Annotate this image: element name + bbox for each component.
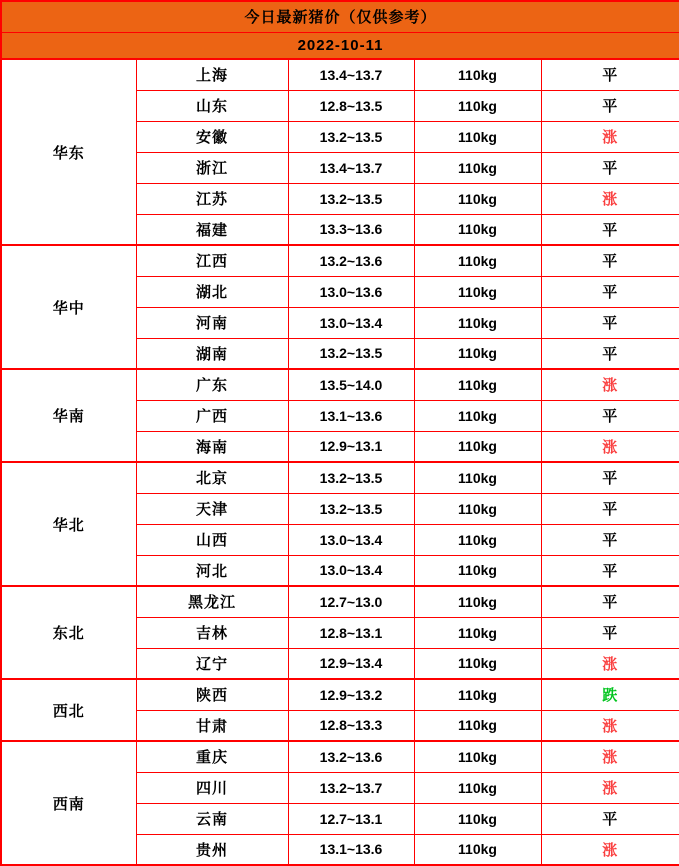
price-cell: 13.2~13.5: [288, 493, 414, 524]
title-row: [1, 1, 679, 32]
province-cell: 安徽: [136, 121, 288, 152]
table-row: [1, 679, 679, 710]
status-cell: 平: [541, 617, 679, 648]
weight-cell: 110kg: [414, 59, 541, 90]
province-cell: 河北: [136, 555, 288, 586]
province-cell: 吉林: [136, 617, 288, 648]
price-cell: 13.2~13.5: [288, 121, 414, 152]
status-cell: 涨: [541, 369, 679, 400]
region-cell: 华南: [1, 369, 136, 462]
province-cell: 广西: [136, 400, 288, 431]
weight-cell: 110kg: [414, 431, 541, 462]
weight-cell: 110kg: [414, 369, 541, 400]
status-cell: 平: [541, 338, 679, 369]
weight-cell: 110kg: [414, 834, 541, 865]
status-cell: 平: [541, 152, 679, 183]
province-cell: 北京: [136, 462, 288, 493]
status-cell: 平: [541, 400, 679, 431]
price-cell: 13.4~13.7: [288, 59, 414, 90]
province-cell: 湖北: [136, 276, 288, 307]
region-cell: 东北: [1, 586, 136, 679]
province-cell: 江苏: [136, 183, 288, 214]
price-cell: 12.8~13.5: [288, 90, 414, 121]
region-group: [1, 462, 679, 586]
weight-cell: 110kg: [414, 338, 541, 369]
price-cell: 13.5~14.0: [288, 369, 414, 400]
table-row: [1, 586, 679, 617]
status-cell: 跌: [541, 679, 679, 710]
region-cell: 华北: [1, 462, 136, 586]
province-cell: 天津: [136, 493, 288, 524]
weight-cell: 110kg: [414, 214, 541, 245]
weight-cell: 110kg: [414, 90, 541, 121]
status-cell: 平: [541, 90, 679, 121]
status-cell: 平: [541, 214, 679, 245]
weight-cell: 110kg: [414, 741, 541, 772]
price-cell: 13.2~13.5: [288, 338, 414, 369]
weight-cell: 110kg: [414, 245, 541, 276]
province-cell: 湖南: [136, 338, 288, 369]
table-row: [1, 59, 679, 90]
table-row: [1, 741, 679, 772]
page-title: 今日最新猪价（仅供参考）: [1, 1, 679, 32]
weight-cell: 110kg: [414, 493, 541, 524]
status-cell: 平: [541, 803, 679, 834]
status-cell: 涨: [541, 710, 679, 741]
province-cell: 山西: [136, 524, 288, 555]
status-cell: 涨: [541, 834, 679, 865]
province-cell: 海南: [136, 431, 288, 462]
price-cell: 13.2~13.6: [288, 245, 414, 276]
region-group: [1, 741, 679, 865]
price-cell: 12.9~13.1: [288, 431, 414, 462]
status-cell: 平: [541, 307, 679, 338]
province-cell: 辽宁: [136, 648, 288, 679]
weight-cell: 110kg: [414, 803, 541, 834]
weight-cell: 110kg: [414, 462, 541, 493]
region-cell: 华中: [1, 245, 136, 369]
table-row: [1, 369, 679, 400]
province-cell: 云南: [136, 803, 288, 834]
price-cell: 12.9~13.2: [288, 679, 414, 710]
province-cell: 重庆: [136, 741, 288, 772]
price-cell: 12.8~13.3: [288, 710, 414, 741]
table-row: [1, 245, 679, 276]
status-cell: 平: [541, 462, 679, 493]
weight-cell: 110kg: [414, 772, 541, 803]
status-cell: 平: [541, 555, 679, 586]
price-cell: 13.2~13.5: [288, 183, 414, 214]
table-row: [1, 462, 679, 493]
region-cell: 西北: [1, 679, 136, 741]
province-cell: 广东: [136, 369, 288, 400]
price-cell: 13.0~13.4: [288, 307, 414, 338]
weight-cell: 110kg: [414, 710, 541, 741]
status-cell: 平: [541, 524, 679, 555]
price-cell: 13.1~13.6: [288, 400, 414, 431]
region-group: [1, 245, 679, 369]
region-cell: 西南: [1, 741, 136, 865]
province-cell: 黑龙江: [136, 586, 288, 617]
status-cell: 涨: [541, 121, 679, 152]
province-cell: 江西: [136, 245, 288, 276]
status-cell: 平: [541, 493, 679, 524]
weight-cell: 110kg: [414, 617, 541, 648]
province-cell: 贵州: [136, 834, 288, 865]
price-cell: 13.2~13.6: [288, 741, 414, 772]
status-cell: 平: [541, 276, 679, 307]
region-group: [1, 59, 679, 245]
province-cell: 山东: [136, 90, 288, 121]
province-cell: 四川: [136, 772, 288, 803]
price-cell: 12.7~13.1: [288, 803, 414, 834]
province-cell: 福建: [136, 214, 288, 245]
status-cell: 平: [541, 586, 679, 617]
weight-cell: 110kg: [414, 121, 541, 152]
region-cell: 华东: [1, 59, 136, 245]
province-cell: 浙江: [136, 152, 288, 183]
status-cell: 平: [541, 59, 679, 90]
status-cell: 涨: [541, 772, 679, 803]
weight-cell: 110kg: [414, 648, 541, 679]
status-cell: 涨: [541, 183, 679, 214]
price-cell: 12.7~13.0: [288, 586, 414, 617]
price-cell: 13.0~13.6: [288, 276, 414, 307]
status-cell: 涨: [541, 648, 679, 679]
price-cell: 13.0~13.4: [288, 524, 414, 555]
status-cell: 涨: [541, 741, 679, 772]
weight-cell: 110kg: [414, 152, 541, 183]
price-cell: 12.9~13.4: [288, 648, 414, 679]
weight-cell: 110kg: [414, 555, 541, 586]
price-cell: 13.4~13.7: [288, 152, 414, 183]
province-cell: 甘肃: [136, 710, 288, 741]
province-cell: 陕西: [136, 679, 288, 710]
date-row: [1, 32, 679, 59]
price-cell: 13.3~13.6: [288, 214, 414, 245]
province-cell: 河南: [136, 307, 288, 338]
price-cell: 13.2~13.5: [288, 462, 414, 493]
price-cell: 13.1~13.6: [288, 834, 414, 865]
price-cell: 13.0~13.4: [288, 555, 414, 586]
weight-cell: 110kg: [414, 679, 541, 710]
table-header: [1, 1, 679, 59]
region-group: [1, 586, 679, 679]
weight-cell: 110kg: [414, 276, 541, 307]
weight-cell: 110kg: [414, 586, 541, 617]
price-cell: 13.2~13.7: [288, 772, 414, 803]
date-label: 2022-10-11: [1, 32, 679, 59]
status-cell: 平: [541, 245, 679, 276]
weight-cell: 110kg: [414, 307, 541, 338]
price-cell: 12.8~13.1: [288, 617, 414, 648]
region-group: [1, 679, 679, 741]
weight-cell: 110kg: [414, 400, 541, 431]
weight-cell: 110kg: [414, 183, 541, 214]
weight-cell: 110kg: [414, 524, 541, 555]
region-group: [1, 369, 679, 462]
status-cell: 涨: [541, 431, 679, 462]
province-cell: 上海: [136, 59, 288, 90]
